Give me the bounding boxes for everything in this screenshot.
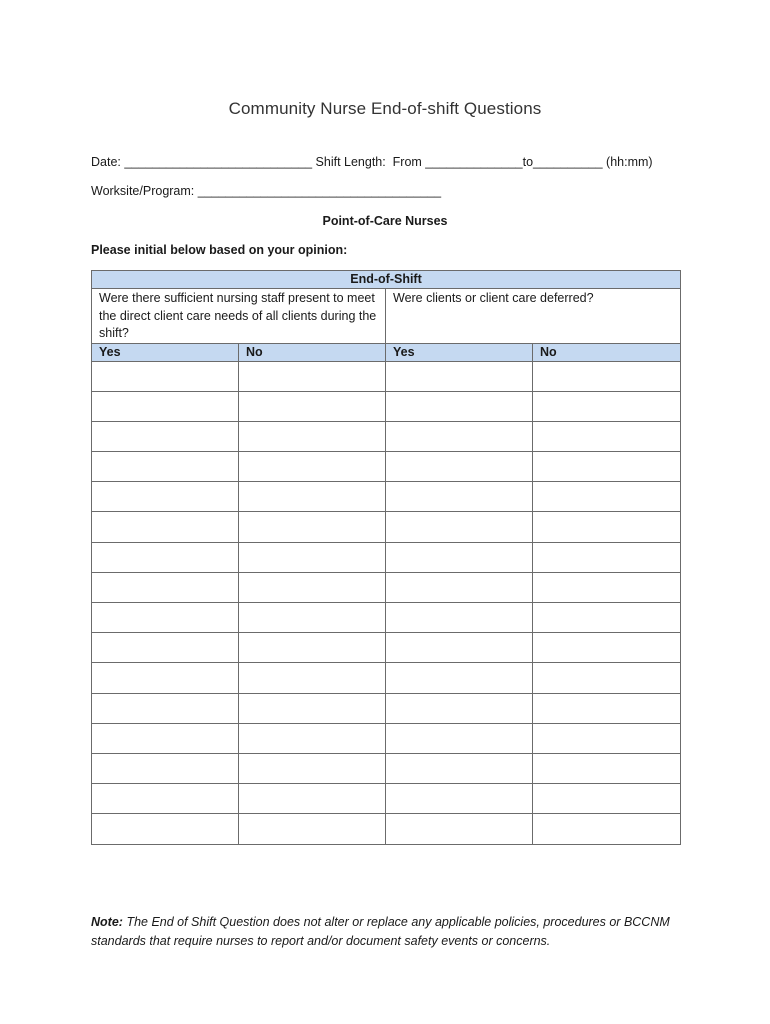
table-row [92, 542, 681, 572]
initial-cell-yes-staffing[interactable] [92, 603, 239, 633]
initial-cell-yes-deferred[interactable] [386, 633, 533, 663]
initial-cell-yes-staffing[interactable] [92, 784, 239, 814]
initial-cell-no-deferred[interactable] [533, 482, 681, 512]
question-row [92, 289, 681, 344]
initial-cell-yes-deferred[interactable] [386, 572, 533, 602]
table-header: End-of-Shift [92, 271, 681, 289]
note-text: The End of Shift Question does not alter or replace any applicable policies, procedures or BCCNM standards that require nurses to report and/or document safety events or concerns. [91, 915, 670, 948]
table-row [92, 814, 681, 844]
table-row [92, 512, 681, 542]
yes-no-header-row [92, 343, 681, 361]
initial-cell-no-staffing[interactable] [239, 542, 386, 572]
initial-cell-no-deferred[interactable] [533, 814, 681, 844]
table-row [92, 572, 681, 602]
initial-cell-no-deferred[interactable] [533, 452, 681, 482]
note-label: Note: [91, 915, 123, 929]
question-staffing: Were there sufficient nursing staff present to meet the direct client care needs of all clients during the shift? [92, 289, 386, 344]
instruction-text: Please initial below based on your opinion: [91, 243, 348, 257]
initial-cell-no-deferred[interactable] [533, 693, 681, 723]
initial-cell-no-staffing[interactable] [239, 633, 386, 663]
initial-cell-yes-staffing[interactable] [92, 663, 239, 693]
initial-cell-yes-deferred[interactable] [386, 663, 533, 693]
initial-cell-yes-deferred[interactable] [386, 723, 533, 753]
initial-cell-no-staffing[interactable] [239, 421, 386, 451]
initial-cell-yes-staffing[interactable] [92, 421, 239, 451]
footnote [91, 913, 691, 951]
initial-cell-yes-deferred[interactable] [386, 482, 533, 512]
initial-cell-yes-staffing[interactable] [92, 361, 239, 391]
table-row [92, 603, 681, 633]
table-row [92, 391, 681, 421]
initial-cell-no-deferred[interactable] [533, 572, 681, 602]
initial-cell-yes-deferred[interactable] [386, 452, 533, 482]
initial-cell-yes-deferred[interactable] [386, 542, 533, 572]
table-row [92, 633, 681, 663]
initial-cell-no-deferred[interactable] [533, 512, 681, 542]
initial-cell-yes-deferred[interactable] [386, 391, 533, 421]
initial-cell-yes-staffing[interactable] [92, 633, 239, 663]
table-row [92, 663, 681, 693]
worksite-program-line: Worksite/Program: ___________________________________ [91, 184, 442, 198]
table-row [92, 421, 681, 451]
initial-cell-no-staffing[interactable] [239, 723, 386, 753]
column-no-deferred: No [533, 343, 681, 361]
initial-cell-no-deferred[interactable] [533, 633, 681, 663]
initial-cell-yes-deferred[interactable] [386, 421, 533, 451]
initial-cell-no-staffing[interactable] [239, 603, 386, 633]
initial-cell-no-deferred[interactable] [533, 603, 681, 633]
initial-cell-no-deferred[interactable] [533, 753, 681, 783]
initial-cell-no-deferred[interactable] [533, 663, 681, 693]
table-row [92, 693, 681, 723]
column-yes-staffing: Yes [92, 343, 239, 361]
initial-cell-no-staffing[interactable] [239, 753, 386, 783]
initial-cell-yes-staffing[interactable] [92, 391, 239, 421]
section-heading: Point-of-Care Nurses [322, 214, 448, 228]
table-row [92, 361, 681, 391]
initial-cell-yes-staffing[interactable] [92, 542, 239, 572]
initial-cell-no-deferred[interactable] [533, 542, 681, 572]
initial-cell-no-staffing[interactable] [239, 572, 386, 602]
table-row [92, 753, 681, 783]
table-row [92, 784, 681, 814]
initial-cell-no-staffing[interactable] [239, 814, 386, 844]
table-row [92, 723, 681, 753]
table-header-row [92, 271, 681, 289]
initial-cell-yes-staffing[interactable] [92, 572, 239, 602]
initial-cell-no-staffing[interactable] [239, 784, 386, 814]
initial-cell-no-staffing[interactable] [239, 693, 386, 723]
initial-cell-yes-deferred[interactable] [386, 603, 533, 633]
initial-cell-no-staffing[interactable] [239, 512, 386, 542]
initial-cell-yes-deferred[interactable] [386, 693, 533, 723]
initial-cell-yes-staffing[interactable] [92, 452, 239, 482]
end-of-shift-table [91, 270, 681, 845]
initial-cell-yes-deferred[interactable] [386, 753, 533, 783]
initial-cell-no-deferred[interactable] [533, 421, 681, 451]
initial-cell-no-staffing[interactable] [239, 482, 386, 512]
initial-cell-no-staffing[interactable] [239, 663, 386, 693]
document-title: Community Nurse End-of-shift Questions [228, 99, 542, 118]
initial-cell-yes-deferred[interactable] [386, 784, 533, 814]
initial-cell-no-deferred[interactable] [533, 784, 681, 814]
table-row [92, 482, 681, 512]
column-yes-deferred: Yes [386, 343, 533, 361]
question-care-deferred: Were clients or client care deferred? [386, 289, 681, 344]
initial-cell-yes-staffing[interactable] [92, 482, 239, 512]
initial-cell-yes-deferred[interactable] [386, 361, 533, 391]
initial-cell-no-deferred[interactable] [533, 723, 681, 753]
initial-cell-yes-staffing[interactable] [92, 753, 239, 783]
initial-cell-no-staffing[interactable] [239, 452, 386, 482]
date-shift-length-line: Date: ___________________________ Shift Length: From ______________to__________ (hh:mm) [91, 155, 653, 169]
initial-cell-no-deferred[interactable] [533, 361, 681, 391]
table-row [92, 452, 681, 482]
initial-cell-yes-staffing[interactable] [92, 693, 239, 723]
initial-cell-yes-deferred[interactable] [386, 512, 533, 542]
initial-cell-no-staffing[interactable] [239, 361, 386, 391]
initial-cell-no-deferred[interactable] [533, 391, 681, 421]
initial-cell-yes-staffing[interactable] [92, 512, 239, 542]
initial-cell-yes-staffing[interactable] [92, 814, 239, 844]
initial-cell-yes-staffing[interactable] [92, 723, 239, 753]
initial-cell-yes-deferred[interactable] [386, 814, 533, 844]
initial-cell-no-staffing[interactable] [239, 391, 386, 421]
column-no-staffing: No [239, 343, 386, 361]
